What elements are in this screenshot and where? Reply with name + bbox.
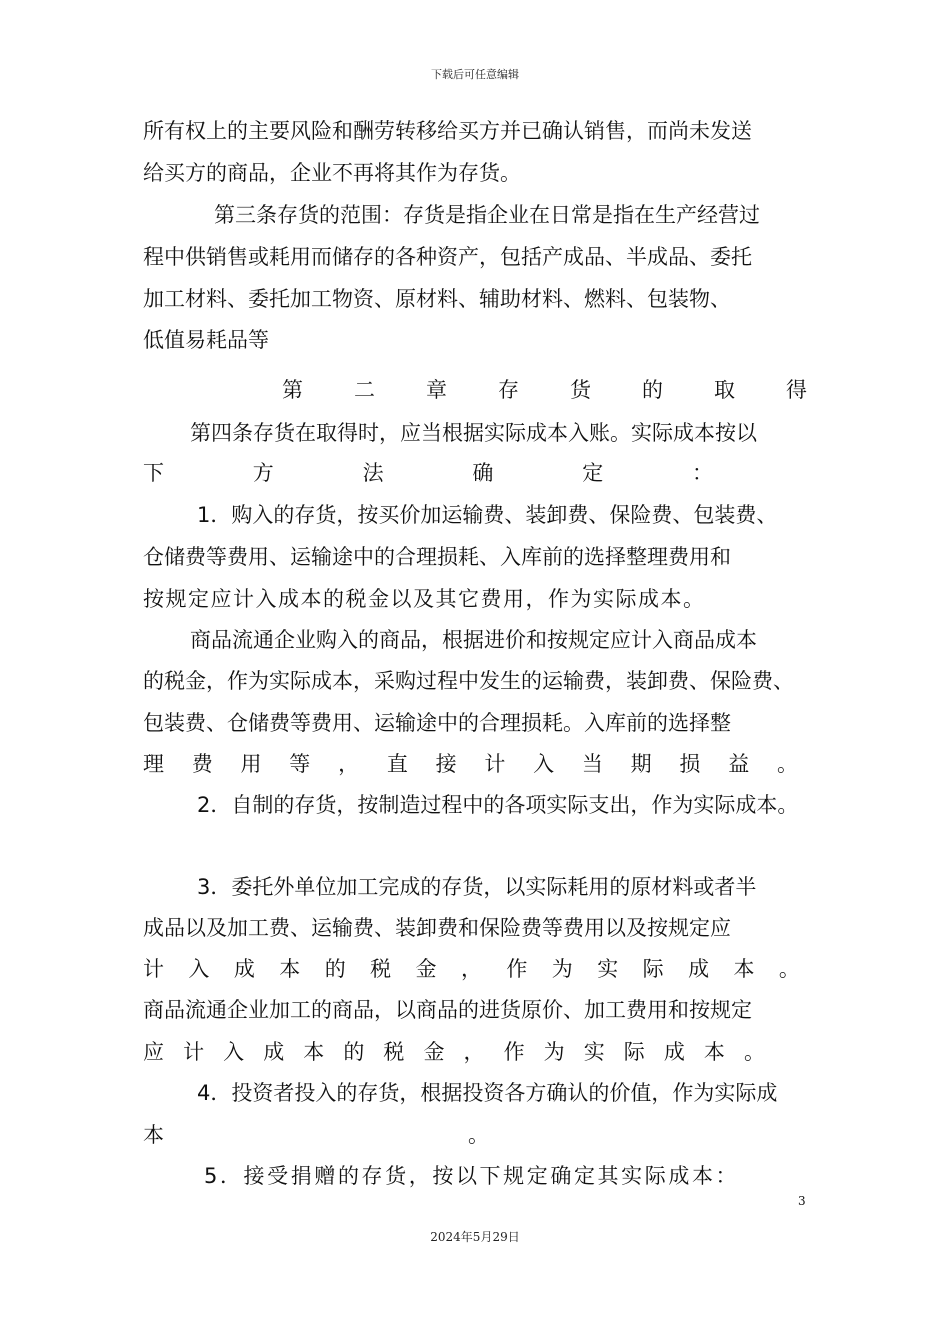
text-char: 成 xyxy=(688,957,710,981)
text-char: 入 xyxy=(223,1040,245,1064)
text-char: 定 xyxy=(582,461,604,485)
text-char: 接 xyxy=(435,752,457,776)
text-char: ， xyxy=(338,752,360,776)
text-line xyxy=(143,1037,765,1067)
text-char: 成 xyxy=(263,1040,285,1064)
text-line: 5．接受捐赠的存货，按以下规定确定其实际成本： xyxy=(204,1164,740,1188)
text-line: 包装费、仓储费等费用、运输途中的合理损耗。入库前的选择整 xyxy=(143,711,731,735)
text-line: 2．自制的存货，按制造过程中的各项实际支出，作为实际成本。 xyxy=(197,793,799,817)
text-char: 际 xyxy=(623,1040,645,1064)
text-char: 。 xyxy=(778,957,800,981)
text-char: 确 xyxy=(472,461,494,485)
text-char: 本 xyxy=(279,957,301,981)
text-char: 计 xyxy=(143,957,164,981)
text-char: ， xyxy=(463,1040,485,1064)
text-char: 税 xyxy=(370,957,392,981)
text-line: 仓储费等费用、运输途中的合理损耗、入库前的选择整理费用和 xyxy=(143,545,731,569)
text-char: 金 xyxy=(423,1040,445,1064)
text-char: 的 xyxy=(642,378,663,402)
text-line xyxy=(143,458,713,488)
text-char: 入 xyxy=(188,957,210,981)
text-char: 。 xyxy=(776,752,798,776)
text-char: 实 xyxy=(583,1040,605,1064)
text-char: 章 xyxy=(426,378,447,402)
text-line: 按规定应计入成本的税金以及其它费用，作为实际成本。 xyxy=(143,587,706,611)
text-char: 。 xyxy=(468,1123,489,1147)
text-char: 入 xyxy=(533,752,555,776)
chapter-heading xyxy=(282,375,807,405)
text-char: 理 xyxy=(143,752,164,776)
text-char: 本 xyxy=(703,1040,725,1064)
text-char: 税 xyxy=(383,1040,405,1064)
text-char: 用 xyxy=(240,752,262,776)
text-char: 二 xyxy=(354,378,375,402)
page-footer-date: 2024年5月29日 xyxy=(430,1230,520,1244)
text-char: 为 xyxy=(551,957,573,981)
text-char: 取 xyxy=(714,378,735,402)
text-line xyxy=(143,954,800,984)
text-line: 第三条存货的范围：存货是指企业在日常是指在生产经营过 xyxy=(214,203,760,227)
text-char: 作 xyxy=(503,1040,525,1064)
text-char: 法 xyxy=(362,461,384,485)
text-line: 1．购入的存货，按买价加运输费、装卸费、保险费、包装费、 xyxy=(197,503,778,527)
text-line: 所有权上的主要风险和酬劳转移给买方并已确认销售，而尚未发送 xyxy=(143,119,752,143)
text-char: 期 xyxy=(630,752,652,776)
text-char: 直 xyxy=(386,752,408,776)
text-char: 当 xyxy=(581,752,603,776)
text-line: 商品流通企业加工的商品，以商品的进货原价、加工费用和按规定 xyxy=(143,998,752,1022)
text-line: 4．投资者投入的存货，根据投资各方确认的价值，作为实际成 xyxy=(197,1081,778,1105)
text-line: 第四条存货在取得时，应当根据实际成本入账。实际成本按以 xyxy=(190,421,757,445)
text-char: 。 xyxy=(743,1040,765,1064)
text-char: 本 xyxy=(143,1123,164,1147)
text-char: 第 xyxy=(282,378,303,402)
text-line: 3．委托外单位加工完成的存货，以实际耗用的原材料或者半 xyxy=(197,875,757,899)
text-char: 等 xyxy=(289,752,311,776)
page-header: 下载后可任意编辑 xyxy=(431,68,519,81)
text-char: 的 xyxy=(343,1040,365,1064)
text-line: 商品流通企业购入的商品，根据进价和按规定应计入商品成本 xyxy=(190,628,757,652)
page-number: 3 xyxy=(798,1194,806,1208)
text-char: 成 xyxy=(233,957,255,981)
text-char: 实 xyxy=(597,957,619,981)
text-char: 计 xyxy=(484,752,506,776)
text-char: ： xyxy=(691,461,713,485)
text-char: 下 xyxy=(143,461,164,485)
text-char: 为 xyxy=(543,1040,565,1064)
text-char: 益 xyxy=(728,752,750,776)
text-char: 作 xyxy=(506,957,528,981)
text-char: 本 xyxy=(733,957,755,981)
text-char: 本 xyxy=(303,1040,325,1064)
text-char: 存 xyxy=(498,378,519,402)
text-char: 费 xyxy=(191,752,213,776)
text-line: 程中供销售或耗用而储存的各种资产，包括产成品、半成品、委托 xyxy=(143,245,752,269)
text-line: 的税金，作为实际成本，采购过程中发生的运输费，装卸费、保险费、 xyxy=(143,669,794,693)
text-char: 得 xyxy=(786,378,807,402)
text-line: 成品以及加工费、运输费、装卸费和保险费等费用以及按规定应 xyxy=(143,916,731,940)
text-char: ， xyxy=(460,957,482,981)
text-line: 低值易耗品等 xyxy=(143,328,269,352)
text-line: 给买方的商品，企业不再将其作为存货。 xyxy=(143,161,521,185)
text-line xyxy=(143,749,798,779)
text-char: 金 xyxy=(415,957,437,981)
text-char: 应 xyxy=(143,1040,164,1064)
text-char: 方 xyxy=(252,461,274,485)
text-char: 损 xyxy=(679,752,701,776)
text-line: 加工材料、委托加工物资、原材料、辅助材料、燃料、包装物、 xyxy=(143,287,731,311)
text-char: 的 xyxy=(324,957,346,981)
text-char: 际 xyxy=(642,957,664,981)
text-char: 计 xyxy=(183,1040,205,1064)
text-char: 货 xyxy=(570,378,591,402)
text-char: 成 xyxy=(663,1040,685,1064)
text-line xyxy=(143,1120,489,1150)
